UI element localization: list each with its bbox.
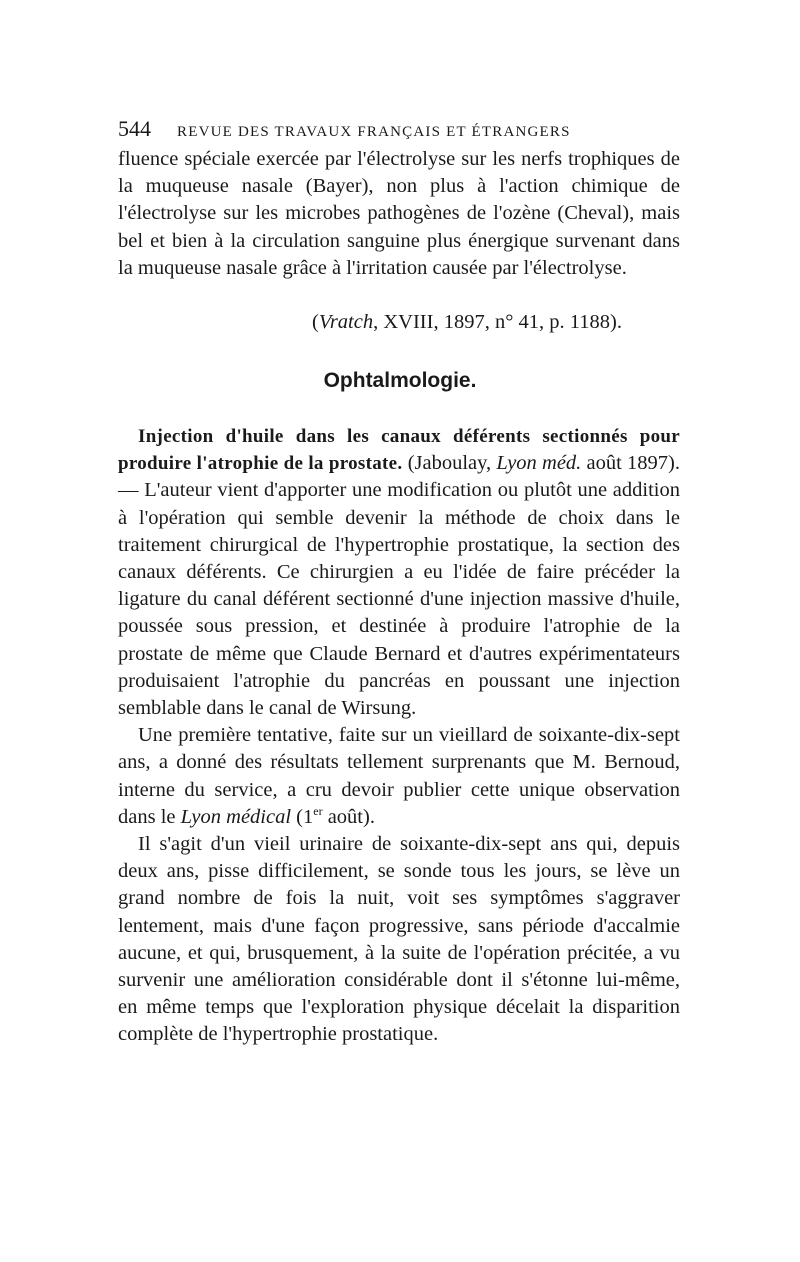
paragraph-3: Il s'agit d'un vieil urinaire de soixante-dix-sept ans qui, depuis deux ans, pisse difficilement, se sonde tous les jours, se lève un grand nombre de fois la nuit, voit ses symptômes s'aggraver lentement, mais d'une façon progressive, sans période d'accalmie aucune, et qui, brusquement, à la suite de l'opération précitée, a vu survenir une amélioration considérable dont il s'étonne lui-même, en même temps que l'exploration physique décelait la disparition complète de l'hypertrophie prostatique. xyxy=(118,833,680,1046)
page-number: 544 xyxy=(118,116,151,141)
article-ref-before: (Jaboulay, xyxy=(402,452,497,475)
article-ref-journal: Lyon méd. xyxy=(496,452,582,475)
paragraph-2-date-open: (1 xyxy=(291,805,314,828)
section-title: Ophtalmologie. xyxy=(323,369,477,392)
citation xyxy=(312,311,622,334)
article-title: Injection d'huile dans les canaux déférents sectionnés pour produire l'atrophie de la prostate. xyxy=(118,426,680,475)
citation-journal: Vratch xyxy=(318,311,374,333)
paragraph-2 xyxy=(118,722,680,831)
article-paragraph xyxy=(118,423,680,722)
paragraph-2-journal: Lyon médical xyxy=(180,805,292,828)
paragraph-2-date-sup: er xyxy=(313,804,323,819)
citation-open: ( xyxy=(312,311,319,333)
running-header xyxy=(118,116,678,142)
article-body xyxy=(118,423,680,1049)
article-ref-after: août 1897). — L'auteur vient d'apporter une modification ou plutôt une addition à l'opération qui semble devenir la méthode de choix dans le traitement chirurgical de l'hypertrophie prostatique, la section des canaux déférents. Ce chirurgien a eu l'idée de faire précéder la ligature du canal déférent sectionné d'une injection massive d'huile, poussée sous pression, et destinée à produire l'atrophie de la prostate de même que Claude Bernard et d'autres expérimentateurs produisaient l'atrophie du pancréas en poussant une injection semblable dans le canal de Wirsung. xyxy=(118,452,680,720)
continued-paragraph xyxy=(118,146,680,282)
citation-rest: , XVIII, 1897, n° 41, p. 1188). xyxy=(373,311,622,333)
running-title: REVUE DES TRAVAUX FRANÇAIS ET ÉTRANGERS xyxy=(177,124,571,140)
paragraph-2-date-close: août). xyxy=(322,805,375,828)
paragraph-2-before: Une première tentative, faite sur un vieillard de soixante-dix-sept ans, a donné des résultats tellement surprenants que M. Bernoud, interne du service, a cru devoir publier cette unique observation dans le xyxy=(118,724,680,828)
continued-paragraph-text: fluence spéciale exercée par l'électrolyse sur les nerfs trophiques de la muqueuse nasale (Bayer), non plus à l'action chimique de l'électrolyse sur les microbes pathogènes de l'ozène (Cheval), mais bel et bien à la circulation sanguine plus énergique survenant dans la muqueuse nasale grâce à l'irritation causée par l'électrolyse. xyxy=(118,148,680,279)
